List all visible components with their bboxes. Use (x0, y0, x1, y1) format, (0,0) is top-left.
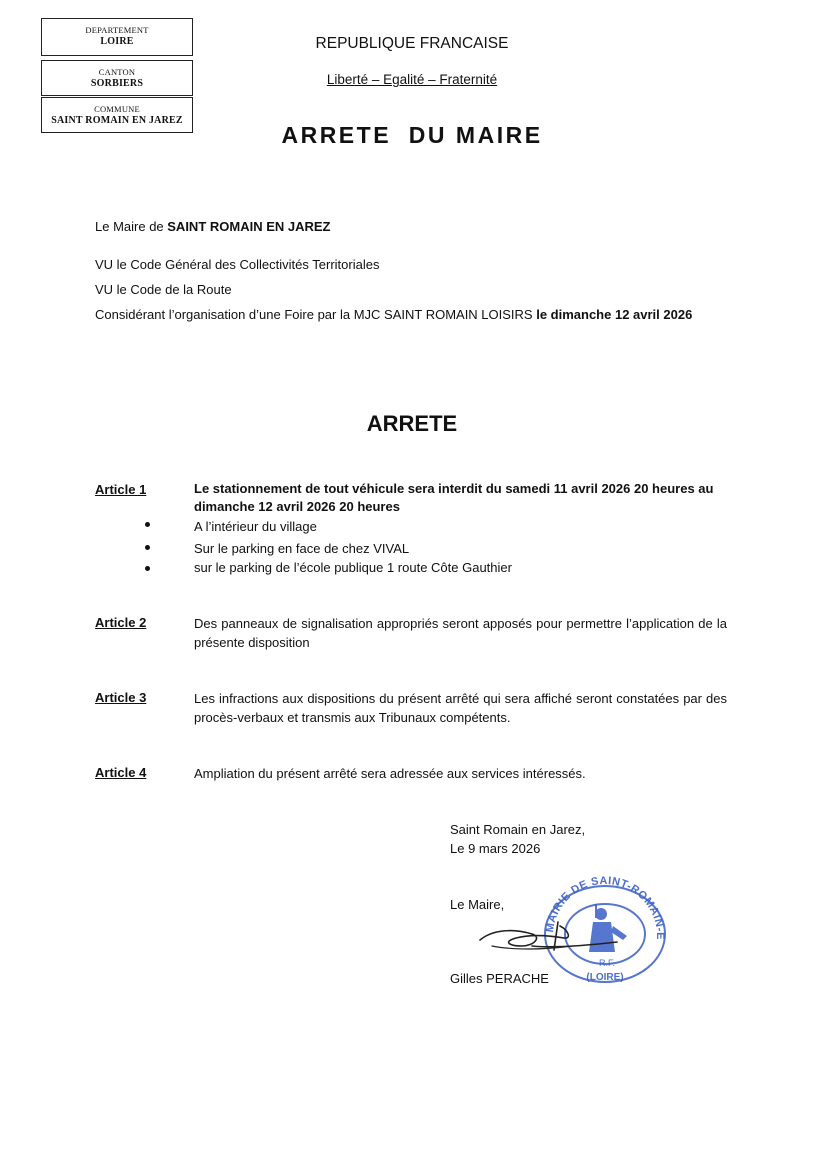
considerant-date: le dimanche 12 avril 2026 (536, 307, 693, 322)
article-3-text: Les infractions aux dispositions du présent arrêté qui sera affiché seront constatées par des procès-verbaux et transmis aux Tribunaux compétents. (194, 691, 727, 725)
vu-code-collectivites: VU le Code Général des Collectivités Territoriales (95, 257, 380, 272)
article-1-label: Article 1 (95, 482, 147, 497)
handwritten-signature (472, 916, 622, 966)
republic-motto: Liberté – Egalité – Fraternité (326, 72, 498, 87)
considerant-prefix: Considérant l’organisation d’une Foire par la MJC SAINT ROMAIN LOISIRS (95, 307, 537, 322)
commune-box (41, 97, 193, 133)
article-4-label: Article 4 (95, 765, 147, 780)
article-4-text: Ampliation du présent arrêté sera adressée aux services intéressés. (194, 766, 586, 781)
mayor-line (95, 219, 735, 235)
departement-box (41, 18, 193, 56)
republic-heading: REPUBLIQUE FRANCAISE (315, 35, 509, 52)
article-1-bullet: A l’intérieur du village (194, 519, 317, 534)
bullet-dot (145, 545, 150, 550)
departement-value: LOIRE (100, 36, 134, 47)
article-2-label: Article 2 (95, 615, 147, 630)
article-3-label: Article 3 (95, 690, 147, 705)
article-1-bullet: sur le parking de l’école publique 1 route Côte Gauthier (194, 560, 512, 575)
bullet-dot (145, 566, 150, 571)
article-2-text: Des panneaux de signalisation appropriés seront apposés pour permettre l’application de la présente disposition (194, 616, 727, 650)
canton-value: SORBIERS (90, 78, 144, 89)
bullet-dot (145, 522, 150, 527)
mayor-prefix: Le Maire de (95, 219, 168, 234)
considerant-line (95, 307, 735, 323)
commune-label: COMMUNE (94, 104, 140, 114)
commune-value: SAINT ROMAIN EN JAREZ (51, 115, 183, 126)
article-1-text: Le stationnement de tout véhicule sera interdit du samedi 11 avril 2026 20 heures au dimanche 12 avril 2026 20 heures (194, 481, 714, 514)
page-title: ARRETE DU MAIRE (281, 122, 543, 148)
mayor-commune: SAINT ROMAIN EN JAREZ (167, 219, 331, 234)
arrete-heading: ARRETE (366, 411, 458, 436)
signature-date: Le 9 mars 2026 (450, 841, 541, 856)
signature-name: Gilles PERACHE (450, 971, 549, 986)
svg-text:R.F.: R.F. (598, 958, 616, 968)
article-1-bullet: Sur le parking en face de chez VIVAL (194, 541, 410, 556)
signature-role: Le Maire, (450, 897, 505, 912)
svg-text:MAIRIE DE SAINT-ROMAIN-EN-JARE: MAIRIE DE SAINT-ROMAIN-E (543, 874, 667, 940)
canton-box (41, 60, 193, 96)
vu-code-route: VU le Code de la Route (95, 282, 232, 297)
departement-label: DEPARTEMENT (85, 25, 149, 35)
signature-graphic (472, 916, 622, 966)
svg-text:(LOIRE): (LOIRE) (586, 972, 624, 983)
canton-label: CANTON (98, 67, 136, 77)
signature-place: Saint Romain en Jarez, (450, 822, 586, 837)
